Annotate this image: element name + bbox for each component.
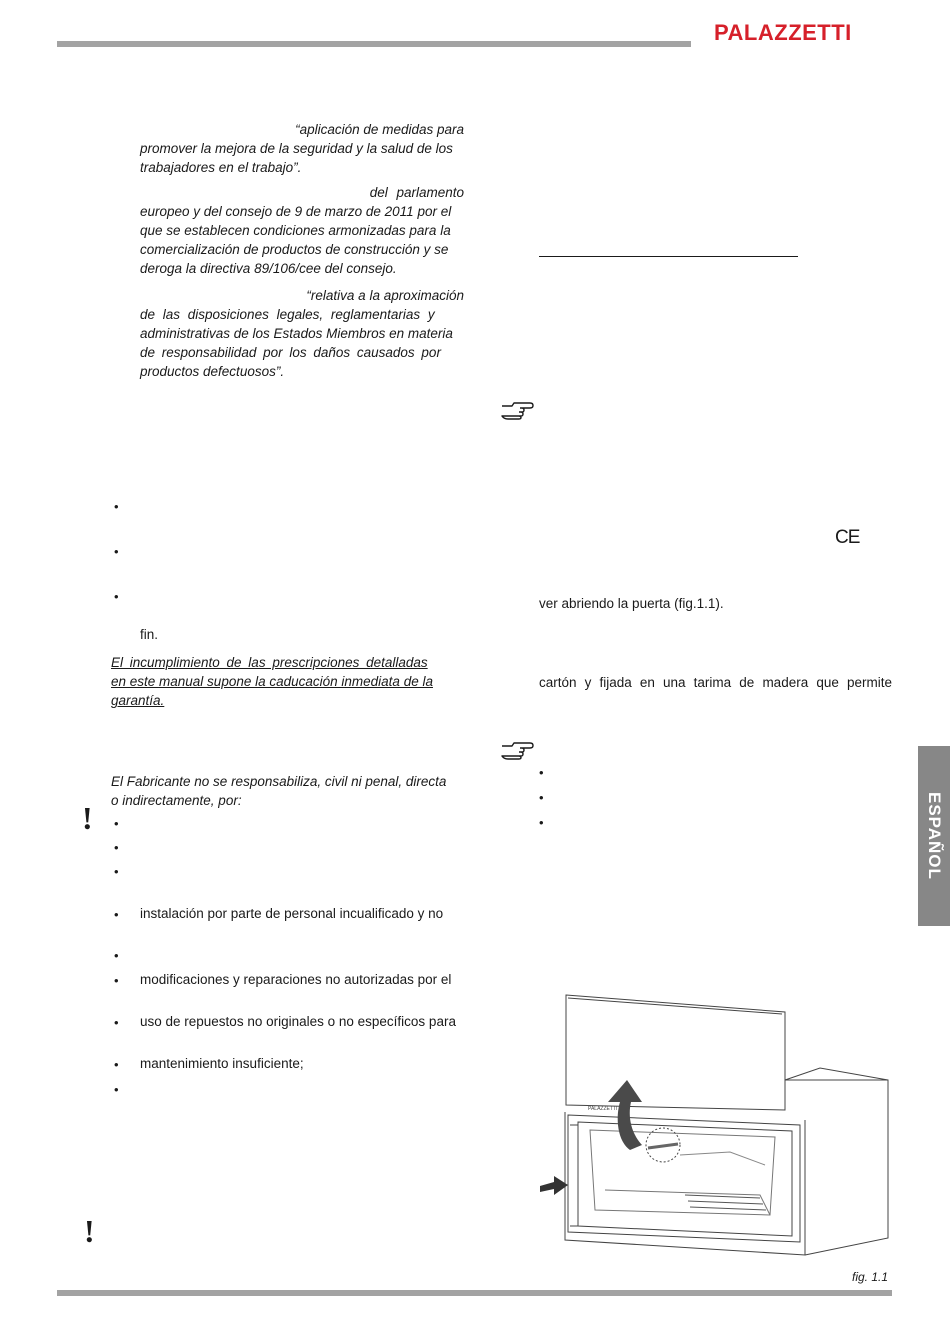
bullet: • — [539, 790, 544, 805]
header-rule — [57, 41, 691, 47]
pointing-hand-icon — [500, 740, 534, 760]
text-line: promover la mejora de la seguridad y la salud de los — [140, 141, 453, 156]
bullet: • — [114, 1015, 119, 1030]
text-line: comercialización de productos de construcción y se — [140, 242, 449, 257]
text-line: europeo y del consejo de 9 de marzo de 2011 por el — [140, 204, 452, 219]
bullet: • — [114, 589, 119, 604]
brand-logo: PALAZZETTI — [714, 20, 852, 45]
text-line: deroga la directiva 89/106/cee del consejo. — [140, 261, 397, 276]
text-line: El Fabricante no se responsabiliza, civil ni penal, directa — [111, 774, 447, 789]
section-rule — [539, 256, 798, 257]
bullet: • — [114, 1082, 119, 1097]
bullet: • — [539, 815, 544, 830]
text-line: garantía. — [111, 693, 165, 708]
bullet: • — [114, 840, 119, 855]
directive-paragraph-3 — [140, 286, 464, 381]
text-line: El incumplimiento de las prescripciones detalladas — [111, 655, 428, 670]
bullet: • — [114, 1057, 119, 1072]
text-line: “aplicación de medidas para — [295, 122, 464, 137]
exclamation-icon: ! — [82, 800, 93, 836]
pointing-hand-icon — [500, 400, 534, 420]
bullet: • — [114, 864, 119, 879]
text-line: de las disposiciones legales, reglamentarias y — [140, 307, 435, 322]
manufacturer-disclaimer — [111, 772, 464, 810]
footer-rule — [57, 1290, 892, 1296]
bullet: • — [114, 816, 119, 831]
language-tab-label: ESPAÑOL — [925, 792, 944, 880]
bullet: • — [114, 544, 119, 559]
text-line: cartón y fijada en una tarima de madera que permite — [539, 675, 892, 690]
text-line: o indirectamente, por: — [111, 793, 242, 808]
bullet: • — [114, 948, 119, 963]
directive-paragraph-1 — [140, 120, 464, 177]
ce-mark-icon: CE — [835, 527, 860, 548]
bullet: • — [114, 499, 119, 514]
exclamation-icon: ! — [84, 1213, 95, 1249]
liability-installation: instalación por parte de personal incualificado y no — [140, 906, 444, 921]
bullet: • — [539, 765, 544, 780]
text-line: de responsabilidad por los daños causados por — [140, 345, 441, 360]
text-line: que se establecen condiciones armonizadas para la — [140, 223, 451, 238]
liability-modifications: modificaciones y reparaciones no autorizadas por el — [140, 972, 452, 987]
text-line: productos defectuosos”. — [140, 364, 285, 379]
text-line: en este manual supone la caducación inmediata de la — [111, 674, 433, 689]
bullet: • — [114, 973, 119, 988]
fireplace-figure — [530, 990, 900, 1272]
packaging-text — [539, 673, 892, 692]
text-line: “relativa a la aproximación — [306, 288, 464, 303]
text-line: del parlamento — [369, 185, 464, 200]
text-line: administrativas de los Estados Miembros en materia — [140, 326, 453, 341]
svg-text:PALAZZETTI: PALAZZETTI — [588, 1106, 618, 1112]
open-door-text: ver abriendo la puerta (fig.1.1). — [539, 596, 724, 611]
warranty-warning — [111, 653, 464, 710]
liability-spares: uso de repuestos no originales o no específicos para — [140, 1014, 456, 1029]
liability-maintenance: mantenimiento insuficiente; — [140, 1056, 304, 1071]
fin-text: fin. — [140, 627, 159, 642]
figure-caption: fig. 1.1 — [852, 1270, 889, 1284]
directive-paragraph-2 — [140, 183, 464, 278]
bullet: • — [114, 907, 119, 922]
text-line: trabajadores en el trabajo”. — [140, 160, 302, 175]
